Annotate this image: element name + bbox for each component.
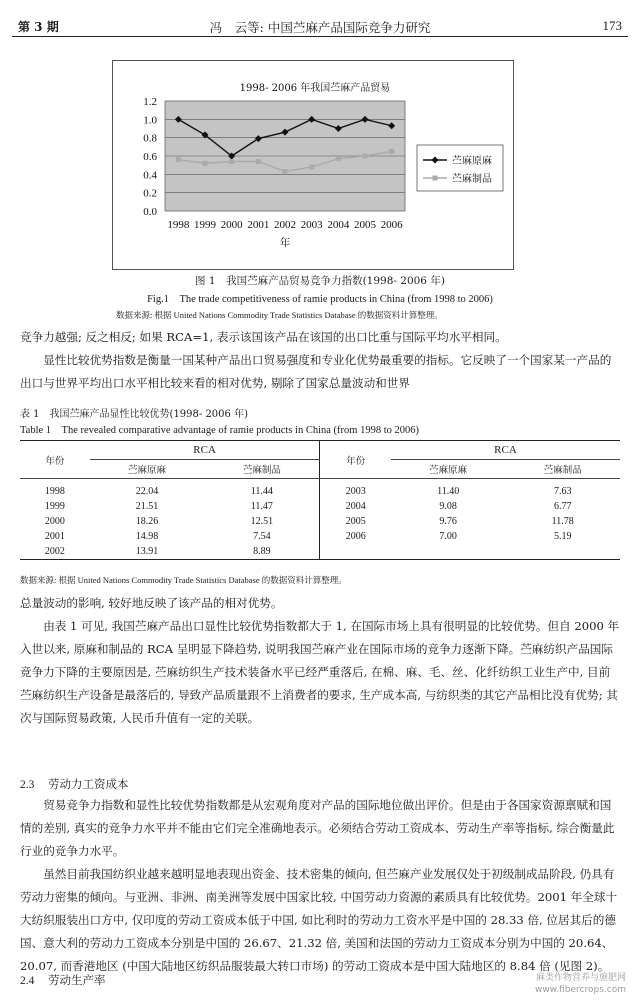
y-tick-label: 0.4: [143, 169, 157, 182]
paragraph: 由表 1 可见, 我国苎麻产品出口显性比较优势指数都大于 1, 在国际市场上具有很明显的比较优势。但自 2000 年入世以来, 原麻和制品的 RCA 呈明显下降趋势, 说明我国苎麻产业在国际市场的竞争力逐渐下降。苎麻纺织产品国际竞争力下降的主要原因是, 苎麻纺织生产技术装备水平已经严重落后, 在棉、麻、毛、丝、化纤纺织工业生产中, 目前苎麻纺织生产设备是最落后的, 导致产品质量跟不上消费者的要求, 生产成本高, 与纺织类的其它产品相比没有优势; 其次与国际贸易政策, 人民币升值有一定的关联。: [20, 619, 620, 725]
body-text-bottom: [20, 794, 620, 978]
data-point: [176, 157, 181, 162]
rca-table: [20, 440, 620, 560]
x-axis-label: 年: [279, 237, 291, 249]
col-ramie-products: 苎麻制品: [505, 460, 620, 479]
paragraph: 竞争力越强; 反之相反; 如果 RCA=1, 表示该国该产品在该国的出口比重与国际平均水平相同。: [20, 330, 507, 344]
x-tick-label: 2003: [300, 219, 323, 231]
issue-number: 第 3 期: [18, 20, 59, 34]
data-point: [283, 169, 288, 174]
y-tick-label: 1.0: [143, 114, 157, 127]
raw-ramie-cell: 22.04: [135, 486, 159, 497]
section-heading-2-3: [20, 776, 129, 792]
x-tick-label: 2001: [247, 219, 270, 231]
table-title-en: Table 1 The revealed comparative advantage of ramie products in China (from 1998 to 2006): [20, 425, 419, 436]
raw-ramie-cell: 14.98: [135, 531, 159, 542]
x-tick-label: 1998: [167, 219, 190, 231]
raw-ramie-cell: 18.26: [135, 516, 159, 527]
legend-marker: [433, 176, 438, 181]
legend-label: 苎麻制品: [452, 174, 492, 185]
x-tick-label: 2005: [354, 219, 376, 231]
col-ramie-products: 苎麻制品: [204, 460, 320, 479]
products-cell: 11.47: [204, 499, 320, 514]
table-row: [20, 499, 620, 514]
chart-title: 1998- 2006 年我国苎麻产品贸易: [239, 83, 391, 94]
table-source-note: 数据来源: 根据 United Nations Commodity Trade Statistics Database 的数据资料计算整理。: [20, 575, 347, 585]
year-cell: 2004: [345, 501, 366, 512]
body-text-middle: [20, 592, 620, 730]
products-cell: 11.78: [551, 516, 574, 527]
y-tick-label: 0.8: [143, 132, 157, 145]
table-row: [20, 479, 620, 500]
figure-caption-en: Fig.1 The trade competitiveness of ramie products in China (from 1998 to 2006): [147, 294, 493, 305]
raw-ramie-cell: 9.76: [439, 516, 457, 527]
products-cell: 8.89: [204, 544, 320, 560]
raw-ramie-cell: 11.40: [437, 486, 460, 497]
x-tick-label: 2000: [220, 219, 243, 231]
legend-label: 苎麻原麻: [452, 156, 492, 167]
section-title: 劳动力工资成本: [48, 777, 129, 791]
figure-1: [112, 60, 514, 270]
data-point: [309, 165, 314, 170]
x-tick-label: 2006: [380, 219, 403, 231]
data-point: [256, 159, 261, 164]
running-header: [12, 10, 628, 37]
year-cell: 2001: [44, 531, 65, 542]
y-tick-label: 0.2: [143, 187, 157, 200]
raw-ramie-cell: 13.91: [135, 546, 159, 557]
watermark-url: www.fibercrops.com: [535, 985, 626, 995]
data-point: [336, 156, 341, 161]
products-cell: 7.54: [204, 529, 320, 544]
data-point: [389, 149, 394, 154]
raw-ramie-cell: 7.00: [439, 531, 457, 542]
paragraph: 总量波动的影响, 较好地反映了该产品的相对优势。: [20, 596, 283, 610]
year-cell: 2002: [44, 546, 65, 557]
paragraph: 虽然目前我国纺织业越来越明显地表现出资金、技术密集的倾向, 但苎麻产业发展仅处于初级制成品阶段, 仍具有劳动力密集的倾向。与亚洲、非洲、南美洲等发展中国家比较, 中国劳动力资源的素质具有比较优势。2001 年全球十大纺织服装出口方中, 仅印度的劳动工资成本低于中国, 如比利时的劳动力工资水平是中国的 28.33 倍, 位居其后的德国、意大利的劳动力工资成本分别是中国的 26.67、21.32 倍, 美国和法国的劳动力工资成本分别为中国的 20.64、20.07, 而香港地区 (中国大陆地区纺织品服装最大转口市场) 的劳动工资成本是中国大陆地区的 8.84 倍 (见图 2)。: [20, 867, 618, 973]
year-header: 年份: [20, 441, 90, 479]
y-tick-label: 0.0: [143, 206, 157, 218]
section-number: 2.3: [20, 779, 35, 791]
table-title-cn: 表 1 我国苎麻产品显性比较优势(1998- 2006 年): [20, 409, 248, 420]
paragraph: 显性比较优势指数是衡量一国某种产品出口贸易强度和专业化优势最重要的指标。它反映了一个国家某一产品的出口与世界平均出口水平相比较来看的相对优势, 剔除了国家总量波动和世界: [20, 353, 612, 390]
year-cell: 2000: [44, 516, 65, 527]
products-cell: 11.44: [204, 479, 320, 500]
products-cell: 6.77: [553, 501, 572, 512]
products-cell: [505, 544, 620, 560]
data-point: [229, 159, 234, 164]
rca-header: RCA: [90, 441, 320, 460]
section-heading-2-4: [20, 972, 106, 988]
table-row: [20, 529, 620, 544]
year-cell: 2006: [345, 531, 366, 542]
raw-ramie-cell: 9.08: [439, 501, 457, 512]
raw-ramie-cell: [391, 544, 506, 560]
table-row: [20, 514, 620, 529]
col-raw-ramie: 苎麻原麻: [391, 460, 506, 479]
table-row: [20, 544, 620, 560]
products-cell: 5.19: [553, 531, 572, 542]
running-title: 冯 云等: 中国苎麻产品国际竞争力研究: [209, 20, 431, 35]
year-cell: 2005: [345, 516, 366, 527]
site-watermark: [535, 972, 626, 996]
section-title: 劳动生产率: [48, 973, 106, 987]
year-cell: 1999: [44, 501, 65, 512]
figure-caption-cn: 图 1 我国苎麻产品贸易竞争力指数(1998- 2006 年): [195, 275, 445, 287]
year-cell: [320, 544, 391, 560]
trade-competitiveness-chart: [113, 61, 513, 269]
body-text-top: [20, 326, 620, 395]
year-cell: 1998: [44, 486, 65, 497]
x-tick-label: 2004: [327, 219, 350, 231]
raw-ramie-cell: 21.51: [135, 501, 159, 512]
year-cell: 2003: [345, 486, 366, 497]
x-tick-label: 1999: [194, 219, 216, 231]
data-point: [203, 161, 208, 166]
col-raw-ramie: 苎麻原麻: [90, 460, 205, 479]
page-number: 173: [602, 18, 622, 33]
figure-source-note: 数据来源: 根据 United Nations Commodity Trade Statistics Database 的数据资料计算整理。: [116, 310, 443, 320]
section-number: 2.4: [20, 975, 35, 987]
y-tick-label: 0.6: [143, 151, 157, 163]
year-header: 年份: [320, 441, 391, 479]
rca-header: RCA: [391, 441, 620, 460]
y-tick-label: 1.2: [143, 96, 157, 108]
products-cell: 7.63: [553, 486, 572, 497]
products-cell: 12.51: [204, 514, 320, 529]
x-tick-label: 2002: [274, 219, 296, 231]
paragraph: 贸易竞争力指数和显性比较优势指数都是从宏观角度对产品的国际地位做出评价。但是由于各国家资源禀赋和国情的差别, 真实的竞争力水平并不能由它们完全准确地表示。必须结合劳动工资成本、劳动生产率等指标, 综合衡量此行业的竞争力水平。: [20, 798, 615, 858]
watermark-name: 麻类作物营养与施肥网: [535, 973, 626, 983]
data-point: [363, 154, 368, 159]
